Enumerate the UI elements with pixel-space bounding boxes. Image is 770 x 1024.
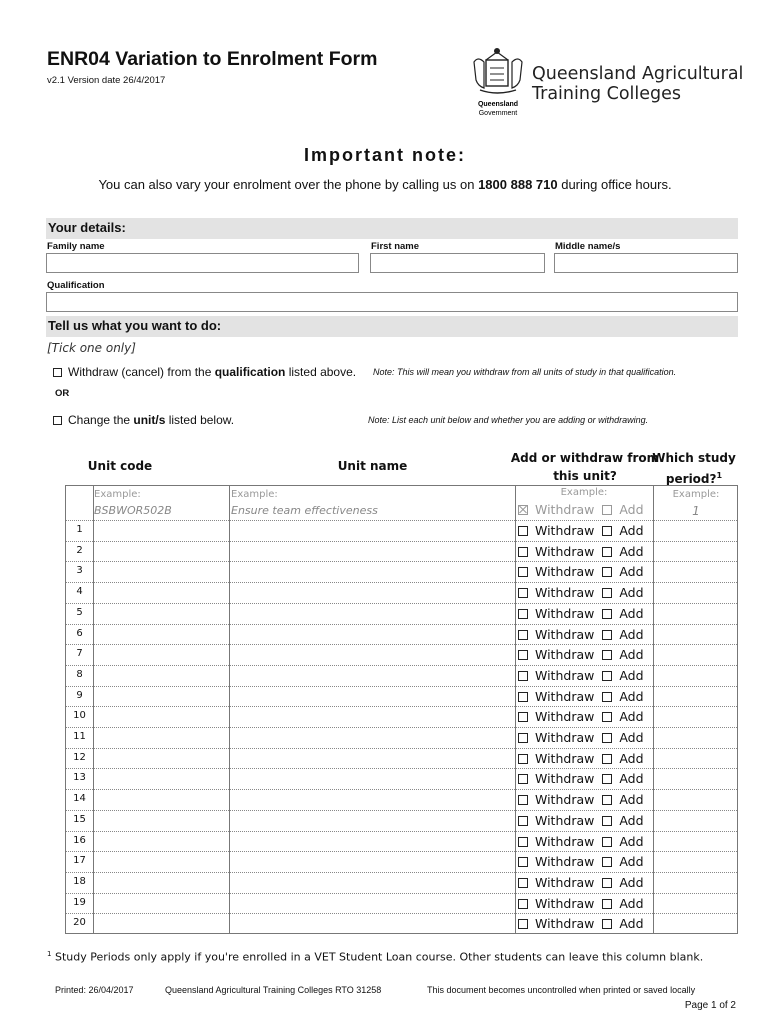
- unit-name-cell[interactable]: [230, 541, 514, 561]
- add-checkbox[interactable]: [602, 899, 612, 909]
- row-number: 15: [73, 813, 86, 825]
- qualification-field[interactable]: [46, 292, 738, 312]
- withdraw-label: Withdraw: [535, 585, 595, 601]
- footnote-text: Study Periods only apply if you're enrolled in a VET Student Loan course. Other students can leave this column blank.: [51, 950, 704, 964]
- study-period-cell[interactable]: [654, 851, 738, 871]
- withdraw-label: Withdraw: [535, 874, 595, 890]
- withdraw-checkbox[interactable]: [518, 630, 528, 640]
- add-checkbox[interactable]: [602, 816, 612, 826]
- add-withdraw-choice: [518, 668, 644, 683]
- example-add-label: Add: [619, 502, 644, 517]
- add-checkbox[interactable]: [602, 919, 612, 929]
- unit-name-cell[interactable]: [230, 561, 514, 581]
- withdraw-checkbox[interactable]: [518, 671, 528, 681]
- add-checkbox[interactable]: [602, 547, 612, 557]
- row-number: 3: [76, 565, 83, 577]
- footnote-marker: 1: [47, 950, 52, 958]
- example-withdraw-label: Withdraw: [535, 502, 595, 517]
- withdraw-label: Withdraw: [535, 792, 595, 808]
- queensland-government-crest-icon: [470, 46, 526, 120]
- row-number: 4: [76, 586, 83, 598]
- study-period-cell[interactable]: [654, 872, 738, 892]
- col-study-period-footnote-mark: 1: [716, 471, 723, 480]
- phone-note-after: during office hours.: [557, 177, 672, 192]
- unit-code-cell[interactable]: [94, 768, 228, 788]
- first-name-field[interactable]: [370, 253, 545, 273]
- add-checkbox[interactable]: [602, 733, 612, 743]
- add-withdraw-choice: [518, 875, 644, 890]
- add-withdraw-choice: [518, 709, 644, 724]
- add-checkbox[interactable]: [602, 526, 612, 536]
- add-checkbox[interactable]: [602, 567, 612, 577]
- unit-code-cell[interactable]: [94, 706, 228, 726]
- add-withdraw-choice: [518, 523, 644, 538]
- withdraw-label: Withdraw: [535, 730, 595, 745]
- unit-name-cell[interactable]: [230, 603, 514, 623]
- row-number: 1: [76, 524, 83, 535]
- unit-name-cell[interactable]: [230, 893, 514, 913]
- withdraw-checkbox[interactable]: [518, 899, 528, 909]
- add-label: Add: [619, 812, 644, 828]
- add-checkbox[interactable]: [602, 650, 612, 660]
- option2-text-before: Change the: [68, 413, 134, 427]
- unit-name-cell[interactable]: [230, 582, 514, 602]
- study-period-cell[interactable]: [654, 665, 738, 685]
- add-checkbox[interactable]: [602, 795, 612, 805]
- row-number: 20: [73, 917, 86, 929]
- add-checkbox[interactable]: [602, 588, 612, 598]
- study-period-cell[interactable]: [654, 686, 738, 706]
- study-period-cell[interactable]: [654, 582, 738, 602]
- withdraw-checkbox[interactable]: [518, 754, 528, 764]
- row-number: 18: [73, 875, 86, 887]
- row-number: 12: [73, 751, 86, 763]
- add-label: Add: [619, 895, 644, 911]
- example-action: [518, 502, 644, 517]
- add-label: Add: [619, 667, 644, 683]
- example-withdraw-checked-icon: [518, 505, 528, 515]
- unit-name-cell[interactable]: [230, 624, 514, 644]
- phone-number: 1800 888 710: [478, 177, 558, 192]
- withdraw-checkbox[interactable]: [518, 588, 528, 598]
- family-name-field[interactable]: [46, 253, 359, 273]
- add-label: Add: [619, 585, 644, 601]
- col-add-withdraw-line-1: Add or withdraw from: [510, 451, 660, 465]
- unit-code-cell[interactable]: [94, 913, 228, 933]
- study-period-cell[interactable]: [654, 624, 738, 644]
- study-period-cell[interactable]: [654, 789, 738, 809]
- add-label: Add: [619, 605, 644, 621]
- unit-code-cell[interactable]: [94, 789, 228, 809]
- row-number: 17: [73, 855, 86, 867]
- change-units-checkbox[interactable]: [53, 416, 62, 425]
- withdraw-checkbox[interactable]: [518, 919, 528, 929]
- add-withdraw-choice: [518, 544, 644, 559]
- withdraw-label: Withdraw: [535, 688, 595, 704]
- unit-name-cell[interactable]: [230, 520, 514, 540]
- unit-name-cell[interactable]: [230, 913, 514, 933]
- add-label: Add: [619, 833, 644, 849]
- add-label: Add: [619, 916, 644, 932]
- unit-name-cell[interactable]: [230, 831, 514, 851]
- your-details-section: [46, 218, 738, 239]
- example-name-label: Example:: [231, 489, 278, 500]
- unit-code-cell[interactable]: [94, 851, 228, 871]
- study-period-cell[interactable]: [654, 893, 738, 913]
- unit-code-cell[interactable]: [94, 872, 228, 892]
- unit-code-cell[interactable]: [94, 644, 228, 664]
- example-period-label: Example:: [672, 489, 720, 500]
- add-label: Add: [619, 792, 644, 808]
- withdraw-checkbox[interactable]: [518, 795, 528, 805]
- unit-code-cell[interactable]: [94, 520, 228, 540]
- unit-name-cell[interactable]: [230, 768, 514, 788]
- add-label: Add: [619, 647, 644, 663]
- example-period: 1: [692, 504, 700, 518]
- add-withdraw-choice: [518, 834, 644, 849]
- unit-code-cell[interactable]: [94, 686, 228, 706]
- add-label: Add: [619, 626, 644, 642]
- withdraw-checkbox[interactable]: [518, 733, 528, 743]
- add-label: Add: [619, 688, 644, 704]
- withdraw-label: Withdraw: [535, 771, 595, 787]
- study-period-cell[interactable]: [654, 810, 738, 830]
- withdraw-label: Withdraw: [535, 647, 595, 663]
- col-study-period-line-2: period?: [665, 472, 717, 486]
- add-label: Add: [619, 771, 644, 787]
- add-checkbox[interactable]: [602, 692, 612, 702]
- row-number: 5: [76, 606, 83, 618]
- unit-code-cell[interactable]: [94, 727, 228, 747]
- option1-text-after: listed above.: [285, 365, 357, 379]
- study-period-cell[interactable]: [654, 520, 738, 540]
- page-number: Page 1 of 2: [684, 1000, 736, 1011]
- crest-text-1: Queensland: [477, 101, 519, 108]
- row-number: 16: [73, 834, 86, 846]
- add-withdraw-choice: [518, 751, 644, 766]
- example-name: Ensure team effectiveness: [231, 504, 378, 517]
- option1-text-bold: qualification: [214, 365, 286, 379]
- option2-note: Note: List each unit below and whether you are adding or withdrawing.: [368, 415, 649, 425]
- unit-name-cell[interactable]: [230, 810, 514, 830]
- withdraw-label: Withdraw: [535, 854, 595, 870]
- row-number: 10: [73, 710, 86, 722]
- row-number: 6: [76, 627, 83, 639]
- add-checkbox[interactable]: [602, 712, 612, 722]
- unit-code-cell[interactable]: [94, 541, 228, 561]
- add-checkbox[interactable]: [602, 857, 612, 867]
- row-number: 7: [76, 648, 83, 660]
- printed-date: Printed: 26/04/2017: [55, 985, 134, 995]
- qatc-logo: [470, 46, 745, 122]
- row-number: 8: [76, 668, 83, 680]
- request-heading: Tell us what you want to do:: [48, 318, 222, 333]
- add-withdraw-choice: [518, 792, 644, 807]
- col-study-period-line-1: Which study: [652, 451, 736, 465]
- withdraw-label: Withdraw: [535, 523, 595, 538]
- study-period-cell[interactable]: [654, 644, 738, 664]
- unit-code-cell[interactable]: [94, 624, 228, 644]
- col-study-period: [650, 449, 738, 488]
- add-withdraw-choice: [518, 627, 644, 642]
- study-period-cell[interactable]: [654, 748, 738, 768]
- study-period-cell[interactable]: [654, 727, 738, 747]
- col-add-withdraw: [510, 449, 660, 485]
- org-name-line-1: Queensland Agricultural: [532, 64, 744, 84]
- change-units-option[interactable]: [53, 413, 234, 427]
- example-code-label: Example:: [94, 489, 141, 500]
- study-period-cell[interactable]: [654, 561, 738, 581]
- footnote: [47, 950, 703, 964]
- version-date: v2.1 Version date 26/4/2017: [47, 75, 166, 86]
- unit-name-cell[interactable]: [230, 644, 514, 664]
- study-period-cell[interactable]: [654, 603, 738, 623]
- unit-name-cell[interactable]: [230, 851, 514, 871]
- unit-name-cell[interactable]: [230, 665, 514, 685]
- example-add-checkbox-icon: [602, 505, 612, 515]
- form-title: ENR04 Variation to Enrolment Form: [47, 48, 378, 70]
- withdraw-label: Withdraw: [535, 667, 595, 683]
- family-name-label: Family name: [47, 241, 105, 252]
- withdraw-checkbox[interactable]: [518, 774, 528, 784]
- unit-name-cell[interactable]: [230, 727, 514, 747]
- add-withdraw-choice: [518, 647, 644, 662]
- withdraw-label: Withdraw: [535, 833, 595, 849]
- unit-name-cell[interactable]: [230, 872, 514, 892]
- unit-code-cell[interactable]: [94, 893, 228, 913]
- col-unit-name: Unit name: [337, 459, 408, 473]
- withdraw-label: Withdraw: [535, 564, 595, 580]
- add-withdraw-choice: [518, 771, 644, 786]
- option2-text-after: listed below.: [165, 413, 235, 427]
- withdraw-checkbox[interactable]: [518, 547, 528, 557]
- unit-code-cell[interactable]: [94, 810, 228, 830]
- footer-org: Queensland Agricultural Training Colleges RTO 31258: [165, 985, 382, 995]
- add-label: Add: [619, 750, 644, 766]
- withdraw-qualification-checkbox[interactable]: [53, 368, 62, 377]
- withdraw-checkbox[interactable]: [518, 712, 528, 722]
- option1-text-before: Withdraw (cancel) from the: [68, 365, 215, 379]
- example-code: BSBWOR502B: [94, 504, 172, 517]
- phone-note-before: You can also vary your enrolment over the phone by calling us on: [98, 177, 479, 192]
- add-label: Add: [619, 874, 644, 890]
- withdraw-qualification-option[interactable]: [53, 365, 356, 379]
- unit-name-cell[interactable]: [230, 706, 514, 726]
- add-label: Add: [619, 543, 644, 559]
- add-label: Add: [619, 709, 644, 725]
- add-checkbox[interactable]: [602, 609, 612, 619]
- study-period-cell[interactable]: [654, 831, 738, 851]
- add-withdraw-choice: [518, 564, 644, 579]
- add-withdraw-choice: [518, 689, 644, 704]
- add-checkbox[interactable]: [602, 630, 612, 640]
- add-checkbox[interactable]: [602, 671, 612, 681]
- unit-code-cell[interactable]: [94, 561, 228, 581]
- row-number: 2: [76, 544, 83, 556]
- org-name-line-2: Training Colleges: [532, 84, 682, 104]
- important-note-heading: Important note:: [304, 145, 466, 165]
- withdraw-label: Withdraw: [535, 626, 595, 642]
- study-period-cell[interactable]: [654, 768, 738, 788]
- unit-code-cell[interactable]: [94, 831, 228, 851]
- phone-note: [0, 177, 770, 192]
- middle-name-field[interactable]: [554, 253, 738, 273]
- withdraw-label: Withdraw: [535, 543, 595, 559]
- study-period-cell[interactable]: [654, 706, 738, 726]
- unit-name-cell[interactable]: [230, 789, 514, 809]
- add-withdraw-choice: [518, 896, 644, 911]
- study-period-cell[interactable]: [654, 541, 738, 561]
- withdraw-label: Withdraw: [535, 605, 595, 621]
- or-label: OR: [55, 388, 70, 399]
- first-name-label: First name: [371, 241, 420, 252]
- add-checkbox[interactable]: [602, 774, 612, 784]
- your-details-heading: Your details:: [48, 220, 126, 235]
- unit-name-cell[interactable]: [230, 748, 514, 768]
- add-withdraw-choice: [518, 606, 644, 621]
- withdraw-label: Withdraw: [535, 750, 595, 766]
- withdraw-checkbox[interactable]: [518, 837, 528, 847]
- withdraw-checkbox[interactable]: [518, 526, 528, 536]
- option1-note: Note: This will mean you withdraw from all units of study in that qualification.: [373, 367, 677, 377]
- col-unit-code: Unit code: [87, 459, 153, 473]
- withdraw-checkbox[interactable]: [518, 857, 528, 867]
- unit-code-cell[interactable]: [94, 748, 228, 768]
- row-number: 9: [76, 689, 83, 701]
- footer-uncontrolled-note: This document becomes uncontrolled when printed or saved locally: [427, 985, 696, 995]
- withdraw-label: Withdraw: [535, 709, 595, 725]
- example-action-label: Example:: [560, 487, 608, 498]
- study-period-cell[interactable]: [654, 913, 738, 933]
- unit-name-cell[interactable]: [230, 686, 514, 706]
- row-number: 11: [73, 731, 86, 742]
- col-add-withdraw-line-2: this unit?: [553, 469, 617, 483]
- unit-code-cell[interactable]: [94, 603, 228, 623]
- add-withdraw-choice: [518, 813, 644, 828]
- add-label: Add: [619, 730, 644, 745]
- add-withdraw-choice: [518, 585, 644, 600]
- crest-text-2: Government: [478, 110, 518, 117]
- withdraw-checkbox[interactable]: [518, 692, 528, 702]
- withdraw-label: Withdraw: [535, 895, 595, 911]
- units-table: [65, 485, 738, 934]
- withdraw-checkbox[interactable]: [518, 650, 528, 660]
- withdraw-checkbox[interactable]: [518, 816, 528, 826]
- add-withdraw-choice: [518, 730, 644, 745]
- add-label: Add: [619, 523, 644, 538]
- add-checkbox[interactable]: [602, 754, 612, 764]
- add-withdraw-choice: [518, 854, 644, 869]
- withdraw-checkbox[interactable]: [518, 609, 528, 619]
- middle-name-label: Middle name/s: [555, 241, 621, 252]
- row-number: 14: [73, 793, 86, 805]
- add-label: Add: [619, 564, 644, 580]
- withdraw-checkbox[interactable]: [518, 567, 528, 577]
- row-number: 13: [73, 772, 86, 784]
- row-number: 19: [73, 896, 86, 908]
- add-label: Add: [619, 854, 644, 870]
- add-checkbox[interactable]: [602, 837, 612, 847]
- qualification-label: Qualification: [47, 280, 105, 291]
- add-withdraw-choice: [518, 916, 644, 931]
- tick-one-hint: [Tick one only]: [47, 341, 136, 355]
- unit-code-cell[interactable]: [94, 582, 228, 602]
- request-section: [46, 316, 738, 337]
- option2-text-bold: unit/s: [133, 413, 166, 427]
- add-checkbox[interactable]: [602, 878, 612, 888]
- unit-code-cell[interactable]: [94, 665, 228, 685]
- withdraw-checkbox[interactable]: [518, 878, 528, 888]
- withdraw-label: Withdraw: [535, 812, 595, 828]
- withdraw-label: Withdraw: [535, 916, 595, 932]
